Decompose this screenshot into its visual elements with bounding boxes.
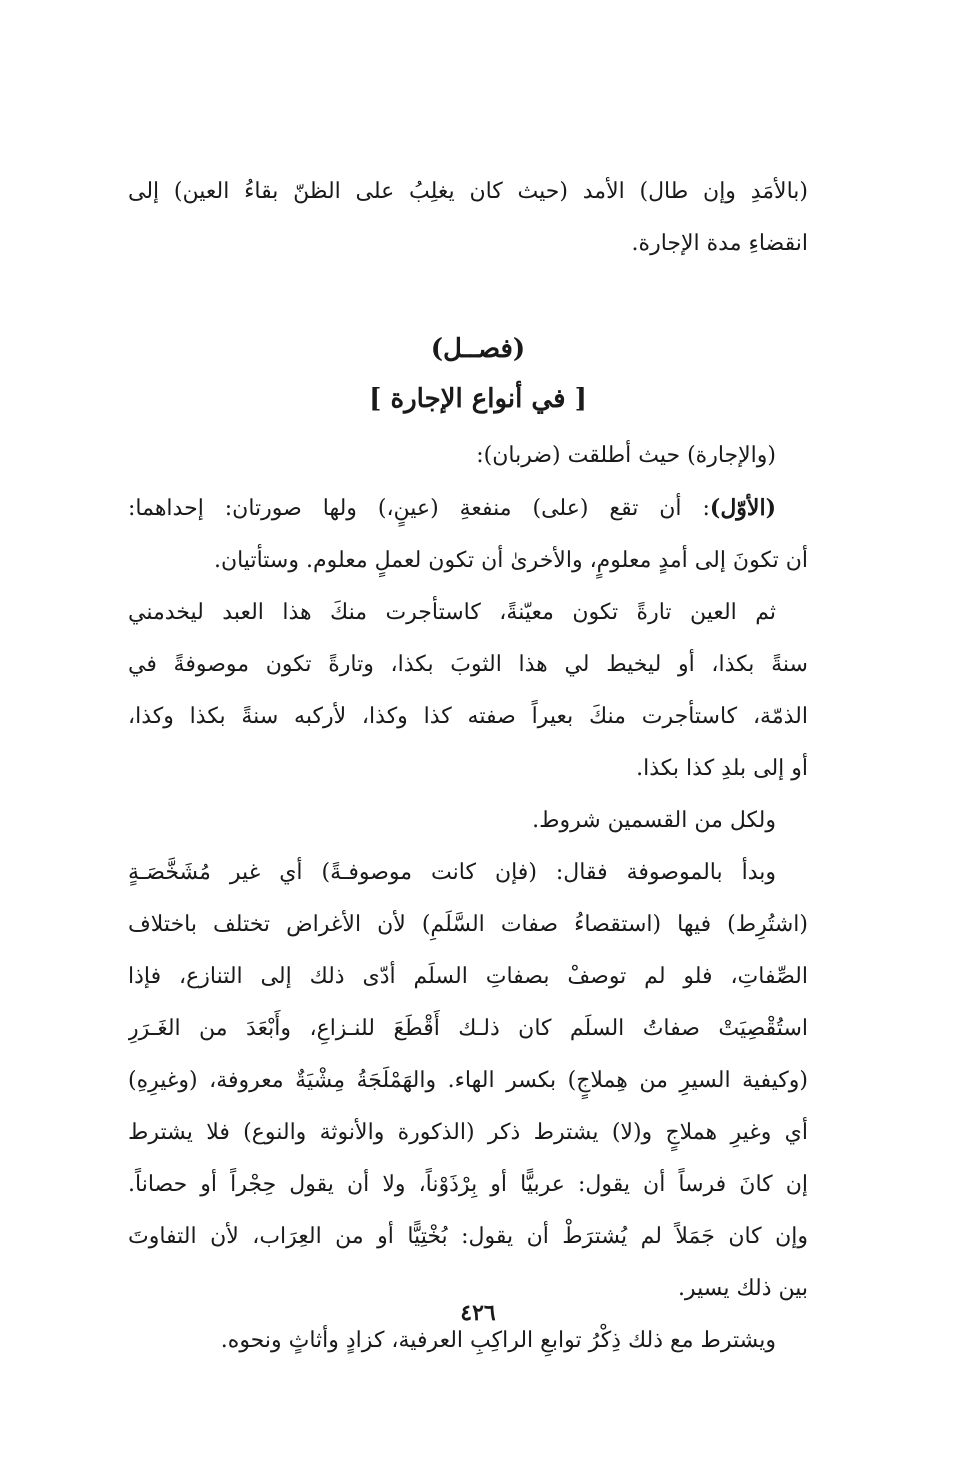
text-line: (اشتُرِط) فيها (استقصاءُ صفات السَّلَمِ) لأن الأغراض تختلف باختلاف: [128, 912, 808, 937]
text-line: سنةً بكذا، أو ليخيط لي هذا الثوبَ بكذا، وتارةً تكون موصوفةً في: [128, 652, 808, 677]
text-line: (بالأمَدِ وإن طال) الأمد (حيث كان يغلِبُ على الظنّ بقاءُ العين) إلى: [128, 179, 808, 204]
main-text: [128, 430, 808, 1367]
text-line: وإن كان جَمَلاً لم يُشترَطْ أن يقول: بُخْتِيًّا أو من العِرَاب، لأن التفاوتَ: [128, 1224, 808, 1249]
text-line: [128, 482, 808, 535]
text-line: وبدأ بالموصوفة فقال: (فإن كانت موصوفـةً) أي غير مُشَخَّصَـةٍ: [128, 860, 776, 885]
opening-paragraph: [128, 166, 808, 270]
text-line-rest: : أن تقع (على) منفعةِ (عينٍ،) ولها صورتان: إحداهما:: [128, 496, 710, 521]
text-line: انقضاءِ مدة الإجارة.: [631, 231, 808, 256]
paragraph-lead: (الأوّل): [709, 495, 776, 521]
text-line: إن كانَ فرساً أن يقول: عربيًّا أو بِرْذَوْناً، ولا أن يقول حِجْراً أو حصاناً.: [128, 1172, 808, 1197]
text-line: أي وغيرِ هملاجٍ و(لا) يشترط ذكر (الذكورة والأنوثة والنوع) فلا يشترط: [128, 1120, 808, 1145]
section-subtitle: [ في أنواع الإجارة ]: [369, 384, 587, 414]
text-line: (والإجارة) حيث أطلقت (ضربان):: [476, 443, 776, 468]
text-line: ويشترط مع ذلك ذِكْرُ توابعِ الراكِبِ العرفية، كزادٍ وأثاثٍ ونحوه.: [220, 1328, 776, 1353]
page-number: ٤٢٦: [460, 1300, 496, 1326]
section-title: (فصــل): [430, 334, 526, 364]
text-line: بين ذلك يسير.: [677, 1276, 808, 1301]
text-line: (وكيفية السيرِ من هِملاجٍ) بكسر الهاء. والهَمْلَجَةُ مِشْيَةٌ معروفة، (وغيرِهِ): [128, 1068, 808, 1093]
text-line: ثم العين تارةً تكون معيّنةً، كاستأجرت منكَ هذا العبد ليخدمني: [128, 600, 776, 625]
text-line: الصِّفاتِ، فلو لم توصفْ بصفاتِ السلَم أدّى ذلك إلى التنازع، فإذا: [128, 964, 808, 989]
text-line: أو إلى بلدِ كذا بكذا.: [636, 756, 808, 781]
text-line: الذمّة، كاستأجرت منكَ بعيراً صفته كذا وكذا، لأركبه سنةً بكذا وكذا،: [128, 704, 808, 729]
text-line: أن تكونَ إلى أمدٍ معلومٍ، والأخرىٰ أن تكون لعملٍ معلوم. وستأتيان.: [213, 548, 808, 573]
text-line: ولكل من القسمين شروط.: [532, 808, 776, 833]
text-line: استُقْصِيَتْ صفاتُ السلَم كان ذلـك أَقْطَعَ للنـزاعِ، وأَبْعَدَ من الغَـرَرِ: [128, 1016, 808, 1041]
